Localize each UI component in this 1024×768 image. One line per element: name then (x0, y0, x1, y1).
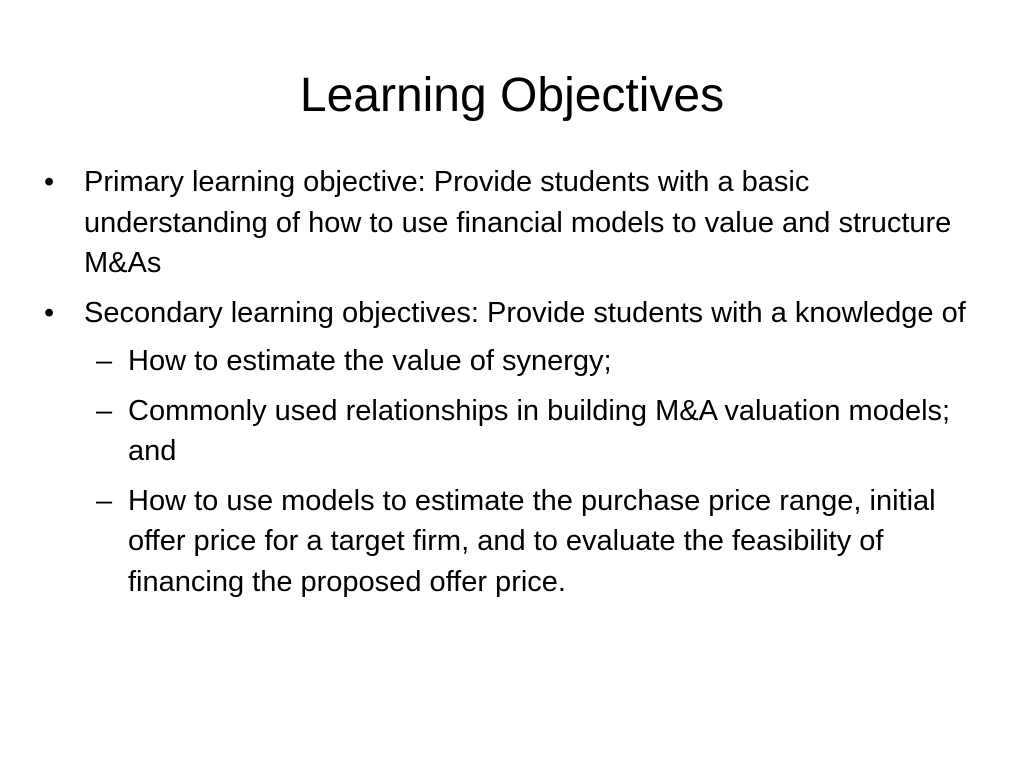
sub-bullet-text: Commonly used relationships in building M&A valuation models; and (128, 394, 951, 467)
sub-bullet-marker: – (96, 345, 113, 377)
sub-bullet-item (44, 391, 984, 472)
sub-bullet-item (44, 481, 984, 603)
bullet-text: Primary learning objective: Provide students with a basic understanding of how to use financial models to value and structure M&As (84, 166, 952, 279)
sub-bullet-text: How to estimate the value of synergy; (128, 345, 612, 377)
bullet-marker: • (44, 166, 55, 198)
sub-bullet-list (44, 341, 984, 602)
sub-bullet-marker: – (96, 394, 113, 427)
bullet-marker: • (44, 296, 55, 329)
bullet-text: Secondary learning objectives: Provide students with a knowledge of (84, 296, 966, 329)
bullet-item (44, 293, 984, 603)
bullet-item (44, 162, 984, 284)
slide-title: Learning Objectives (299, 69, 725, 122)
sub-bullet-item (44, 341, 984, 382)
bullet-list (44, 162, 984, 611)
sub-bullet-marker: – (96, 484, 113, 517)
sub-bullet-text: How to use models to estimate the purchase price range, initial offer price for a target firm, and to evaluate the feasibility of financing the proposed offer price. (128, 484, 936, 598)
